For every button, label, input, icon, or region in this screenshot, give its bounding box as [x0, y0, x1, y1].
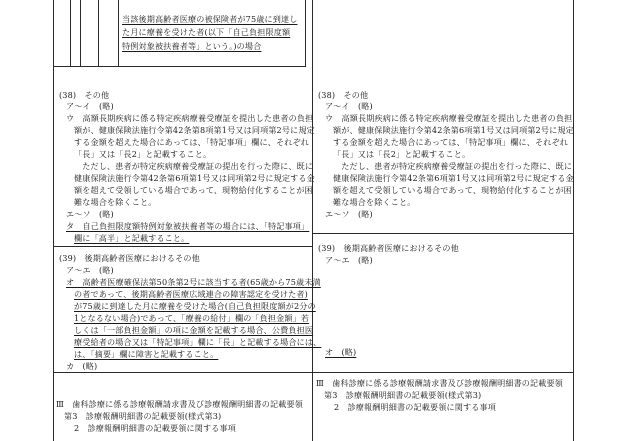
- section-39-o-line: しくは「一部負担金額」の項に金額を記載する場合、公費負担医: [74, 325, 314, 335]
- section-38-u-line: する金額を超えた場合にあっては、「特記事項」欄に、それぞれ: [74, 137, 309, 147]
- section-38-ta-line: タ 自己負担限度額特例対象被扶養者等の場合には、「特記事項」: [66, 221, 310, 231]
- section-39-o-line: は、「摘要」欄に障害と記載すること。: [74, 349, 219, 359]
- section-38-u-line: ウ 高額長期疾病に係る特定疾病療養受療証を提出した患者の負担: [66, 113, 314, 123]
- section-38-a: ア～イ (略): [66, 101, 114, 111]
- section-39-a: ア～エ (略): [325, 255, 373, 265]
- section-39-heading: (39) 後期高齢者医療におけるその他: [318, 243, 459, 253]
- table-col-line: [305, 0, 306, 66]
- section-38-u-line: 健康保険法施行令第42条第6項第1号又は同項第2号に規定する金: [333, 173, 574, 183]
- table-text-line: 特例対象被扶養者等」という。)の場合: [122, 41, 262, 51]
- section-39-o-line: が75歳に到達した月に療養を受けた場合(自己負担限度額が2分の: [74, 301, 316, 311]
- chapter-3-heading: Ⅲ 歯科診療に係る診療報酬請求書及び診療報酬明細書の記載要領: [316, 378, 564, 388]
- section-separator: [53, 372, 313, 373]
- table-text-line: た月に療養を受けた者(以下「自己負担限度額: [122, 27, 291, 37]
- section-38-e: エ～ソ (略): [325, 209, 373, 219]
- chapter-3-sub: 第3 診療報酬明細書の記載要領(様式第3): [324, 390, 482, 400]
- section-38-heading: (38) その他: [318, 90, 369, 100]
- chapter-3-item: 2 診療報酬明細書の記載要領に関する事項: [74, 423, 236, 433]
- section-38-u-line: ただし、患者が特定疾病療養受療証の提出を行った際に、既に: [74, 161, 314, 171]
- section-38-u-line: 額が、健康保険法施行令第42条第8項第1号又は同項第2号に規定: [74, 125, 315, 135]
- section-38-a: ア～イ (略): [325, 101, 373, 111]
- section-38-heading: (38) その他: [59, 90, 110, 100]
- section-separator: [53, 246, 313, 247]
- section-38-u-line: 額が、健康保険法施行令第42条第6項第1号又は同項第2号に規定: [333, 125, 574, 135]
- chapter-3-item: 2 診療報酬明細書の記載要領に関する事項: [334, 402, 496, 412]
- section-39-o-line: 1となるない場合)であって、「療養の給付」欄の「負担金額」若: [74, 313, 310, 323]
- chapter-3-sub: 第3 診療報酬明細書の記載要領(様式第3): [64, 411, 222, 421]
- section-separator: [312, 372, 574, 373]
- section-39-ka: カ (略): [66, 361, 98, 371]
- section-39-o-line: の者であって、後期高齢者医療広域連合の障害認定を受けた者): [74, 289, 308, 299]
- table-col-line: [118, 0, 119, 66]
- section-38-u-line: 額を超えて受領している場合であって、現物給付化することが困: [333, 185, 572, 195]
- table-col-line: [80, 0, 81, 66]
- section-separator: [312, 233, 574, 234]
- section-38-u-line: する金額を超えた場合にあっては、「特記事項」欄に、それぞれ: [333, 137, 568, 147]
- table-bottom-line: [53, 66, 306, 67]
- section-38-e: エ～ソ (略): [66, 209, 114, 219]
- table-col-line: [98, 0, 99, 66]
- section-38-u-line: 「長」又は「長2」と記載すること。: [74, 149, 212, 159]
- section-38-u-line: ただし、患者が特定疾病療養受療証の提出を行った際に、既に: [333, 161, 573, 171]
- section-38-ta-line: 欄に「高半」と記載すること。: [74, 233, 190, 243]
- section-39-o: オ (略): [325, 347, 357, 357]
- section-38-u-line: 額を超えて受領している場合であって、現物給付化することが困: [74, 185, 313, 195]
- table-text-line: 当該後期高齢者医療の被保険者が75歳に到達し: [122, 14, 298, 24]
- section-38-u-line: 健康保険法施行令第42条第6項第1号又は同項第2号に規定する金: [74, 173, 315, 183]
- section-38-u-line: 「長」又は「長2」と記載すること。: [333, 149, 471, 159]
- chapter-3-heading: Ⅲ 歯科診療に係る診療報酬請求書及び診療報酬明細書の記載要領: [56, 399, 304, 409]
- section-38-u-line: 難な場合を除くこと。: [333, 197, 416, 207]
- table-col-line: [70, 0, 71, 66]
- section-39-o-line: 療受給者の場合又は「特記事項」欄に「長」と記載する場合には、: [74, 337, 322, 347]
- section-39-a: ア～エ (略): [66, 265, 114, 275]
- center-divider: [312, 0, 313, 441]
- section-38-u-line: ウ 高額長期疾病に係る特定疾病療養受療証を提出した患者の負担: [325, 113, 573, 123]
- section-39-o-line: オ 高齢者医療確保法第50条第2号に該当する者(65歳から75歳未満: [66, 277, 321, 287]
- section-39-heading: (39) 後期高齢者医療におけるその他: [59, 253, 200, 263]
- right-border: [573, 0, 574, 441]
- section-38-u-line: 難な場合を除くこと。: [74, 197, 157, 207]
